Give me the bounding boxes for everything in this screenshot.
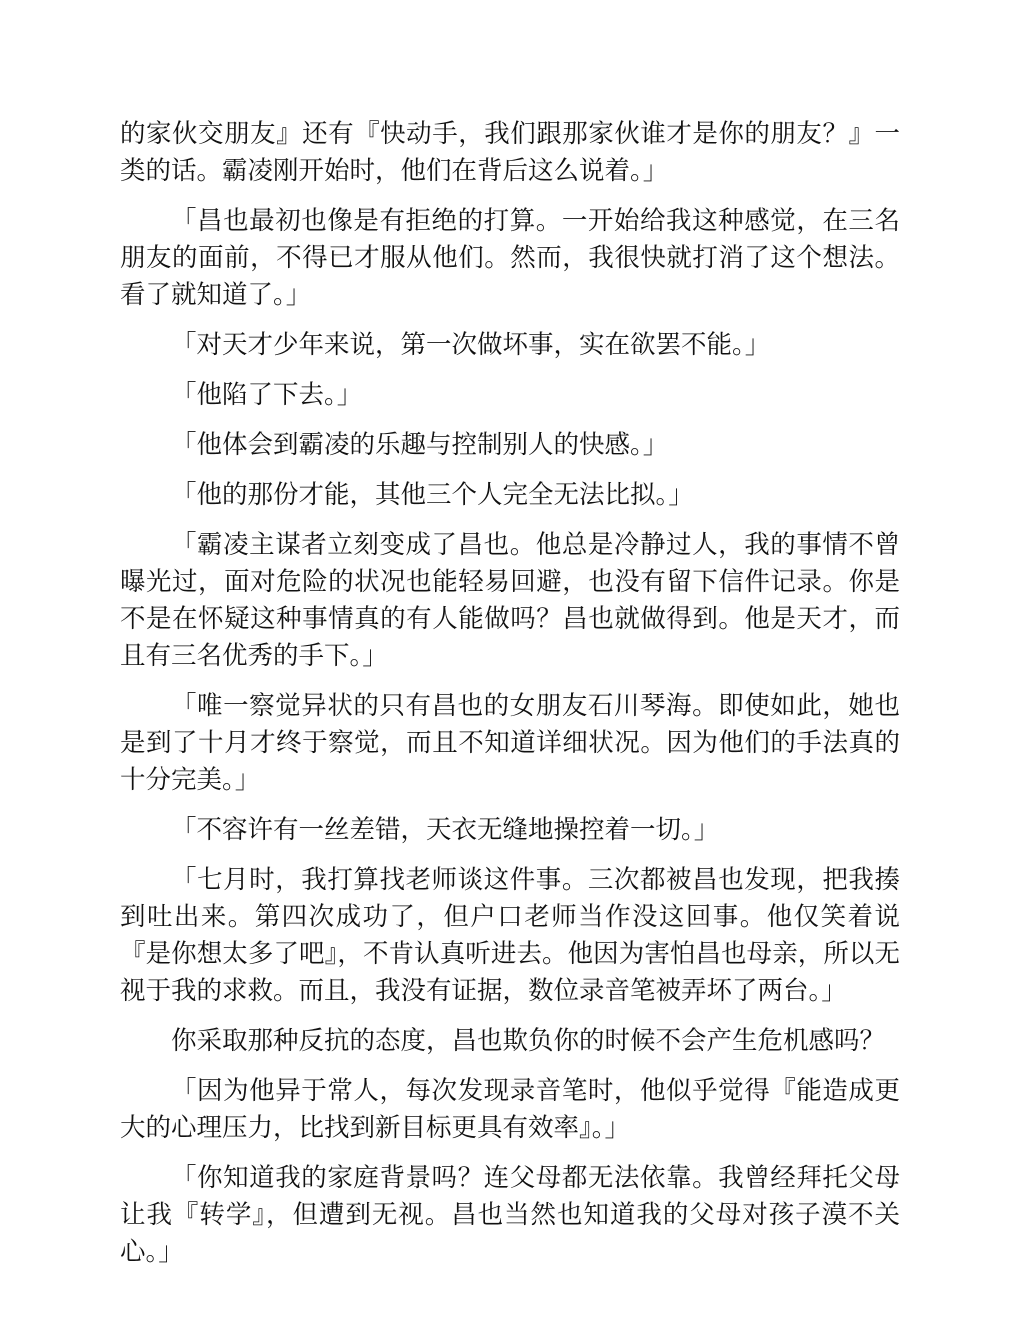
paragraph-1: 的家伙交朋友』还有『快动手，我们跟那家伙谁才是你的朋友？』一类的话。霸凌刚开始时，他们在背后这么说着。」 (120, 119, 900, 186)
paragraph-7: 「霸凌主谋者立刻变成了昌也。他总是冷静过人，我的事情不曾曝光过，面对危险的状况也能轻易回避，也没有留下信件记录。你是不是在怀疑这种事情真的有人能做吗？昌也就做得到。他是天才，而且有三名优秀的手下。」 (120, 530, 900, 671)
paragraph-4: 「他陷了下去。」 (171, 380, 363, 410)
paragraph-6: 「他的那份才能，其他三个人完全无法比拟。」 (171, 480, 694, 510)
paragraph-11: 你采取那种反抗的态度，昌也欺负你的时候不会产生危机感吗？ (171, 1026, 886, 1056)
paragraph-8: 「唯一察觉异状的只有昌也的女朋友石川琴海。即使如此，她也是到了十月才终于察觉，而且不知道详细状况。因为他们的手法真的十分完美。」 (120, 691, 900, 795)
paragraph-12: 「因为他异于常人，每次发现录音笔时，他似乎觉得『能造成更大的心理压力，比找到新目标更具有效率』。」 (120, 1076, 900, 1143)
body-text (120, 116, 900, 1284)
paragraph-10: 「七月时，我打算找老师谈这件事。三次都被昌也发现，把我揍到吐出来。第四次成功了，但户口老师当作没这回事。他仅笑着说『是你想太多了吧』，不肯认真听进去。他因为害怕昌也母亲，所以无视于我的求救。而且，我没有证据，数位录音笔被弄坏了两台。」 (120, 865, 900, 1006)
paragraph-2: 「昌也最初也像是有拒绝的打算。一开始给我这种感觉，在三名朋友的面前，不得已才服从他们。然而，我很快就打消了这个想法。看了就知道了。」 (120, 206, 900, 310)
paragraph-13: 「你知道我的家庭背景吗？连父母都无法依靠。我曾经拜托父母让我『转学』，但遭到无视。昌也当然也知道我的父母对孩子漠不关心。」 (120, 1163, 900, 1267)
paragraph-3: 「对天才少年来说，第一次做坏事，实在欲罢不能。」 (171, 330, 771, 360)
paragraph-5: 「他体会到霸凌的乐趣与控制别人的快感。」 (171, 430, 669, 460)
paragraph-9: 「不容许有一丝差错，天衣无缝地操控着一切。」 (171, 815, 720, 845)
